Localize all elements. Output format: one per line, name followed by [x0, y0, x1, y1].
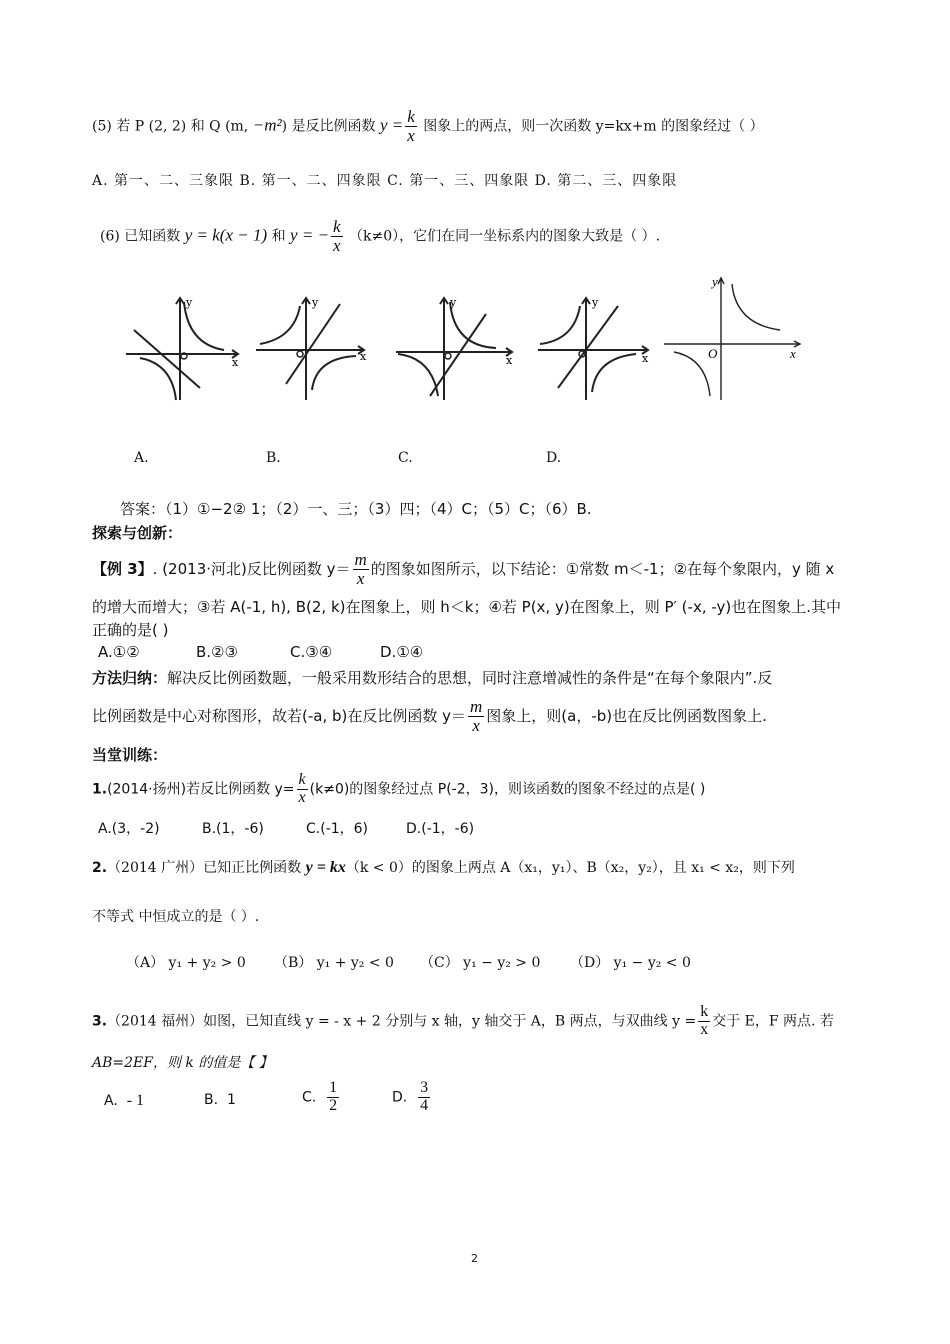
p3-opt-c: C. $\frac{1}{2}$	[302, 1079, 338, 1114]
p3-num: 3.	[92, 1013, 108, 1030]
practice-title: 当堂训练：	[92, 746, 168, 764]
q6-line	[100, 218, 660, 255]
graph-c-y-label: y	[450, 296, 457, 309]
ex3-fig-origin: O	[708, 346, 718, 361]
method-l2a: 比例函数是中心对称图形，故若(-a, b)在反比例函数 y＝	[92, 706, 467, 725]
p3-opt-b: B. 1	[204, 1092, 236, 1108]
graph-b	[250, 292, 380, 404]
p2-opt-b: （B） y₁ + y₂ < 0	[274, 955, 394, 971]
p1-opt-d: D.(-1，-6)	[406, 821, 475, 837]
explore-title: 探索与创新：	[92, 524, 183, 542]
ex3-line1	[92, 551, 834, 588]
graph-a-x-label: x	[232, 356, 239, 369]
p2-b: （k < 0）的图象上两点 A（x₁，y₁）、B（x₂，y₂），且 x₁ < x₂，则下列	[345, 860, 795, 876]
q6-post: （k≠0），它们在同一坐标系内的图象大致是（ ）.	[349, 228, 661, 245]
graph-c-x-label: x	[506, 354, 513, 367]
p1-line	[92, 772, 705, 807]
graph-label-d: D.	[546, 450, 562, 466]
method-line2	[92, 698, 767, 735]
method-fraction: $\frac{m}{x}$	[470, 697, 483, 735]
answers: 答案：（1）①−2② 1；（2）一、三；（3）四；（4）C；（5）C；（6）B.	[120, 500, 592, 518]
p1-fraction: $\frac{k}{x}$	[298, 771, 306, 806]
ex3-fraction: $\frac{m}{x}$	[354, 550, 367, 588]
p2-line2: 不等式 中恒成立的是（ ）.	[92, 909, 260, 925]
p1-a: (2014·扬州)若反比例函数 y=	[107, 781, 295, 798]
p1-num: 1.	[92, 781, 108, 798]
p1-b: (k≠0)的图象经过点 P(-2，3)，则该函数的图象不经过的点是( )	[309, 781, 706, 798]
q6-and: 和	[271, 228, 286, 245]
p3-opt-a: A. - 1	[104, 1092, 145, 1109]
ex3-tag: 【例 3】	[92, 559, 153, 578]
method-l1: 解决反比例函数题，一般采用数形结合的思想，同时注意增减性的条件是“在每个象限内”.反	[167, 669, 773, 687]
p2-opt-d: （D） y₁ − y₂ < 0	[570, 955, 691, 971]
p3-fraction: $\frac{k}{x}$	[700, 1003, 709, 1038]
p2-opt-c: （C） y₁ − y₂ > 0	[420, 955, 541, 971]
p3-b: 交于 E，F 两点. 若	[712, 1013, 834, 1030]
q6-expr2: y = −	[290, 225, 330, 245]
q5-fraction: $\frac{k}{x}$	[407, 107, 415, 145]
p3-line2: AB=2EF，则 k 的值是【 】	[92, 1055, 273, 1071]
q6-pre: (6) 已知函数	[100, 228, 181, 245]
q5-qexpr: −m²	[252, 115, 282, 135]
method-line1	[92, 667, 772, 688]
graph-d	[532, 292, 658, 404]
p2-a: （2014 广州）已知正比例函数	[107, 860, 302, 876]
p3-line1	[92, 1004, 834, 1039]
ex3-opt-c: C.③④	[290, 643, 333, 661]
graph-a-y-label: y	[186, 296, 193, 309]
ex3-opt-d: D.①④	[380, 643, 424, 661]
p3-opt-d: D. $\frac{3}{4}$	[392, 1079, 429, 1114]
q5-mid: ) 是反比例函数	[281, 118, 376, 135]
p2-num: 2.	[92, 860, 108, 876]
example3-figure	[660, 272, 810, 404]
q5-line	[92, 108, 764, 145]
q6-fraction: $\frac{k}{x}$	[333, 217, 341, 255]
p2-line1	[92, 857, 795, 877]
method-title: 方法归纳：	[92, 669, 168, 687]
p1-opt-b: B.(1，-6)	[202, 821, 264, 837]
ex3-opt-a: A.①②	[98, 643, 140, 661]
graph-c	[392, 292, 522, 404]
p1-opt-a: A.(3，-2)	[98, 821, 160, 837]
method-l2b: 图象上，则(a，-b)也在反比例函数图象上.	[486, 706, 767, 725]
graph-d-x-label: x	[642, 352, 649, 365]
p3-a: （2014 福州）如图，已知直线 y = - x + 2 分别与 x 轴，y 轴交于 A，B 两点，与双曲线 y =	[107, 1013, 697, 1030]
q5-yeq: y =	[379, 115, 404, 135]
p2-expr: y = kx	[305, 859, 346, 876]
q5-options: A. 第一、二、三象限 B. 第一、二、四象限 C. 第一、三、四象限 D. 第二、三、四象限	[92, 173, 678, 189]
ex3-line2: 的增大而增大；③若 A(-1, h), B(2, k)在图象上，则 h＜k；④若 P(x, y)在图象上，则 P′ (-x, -y)也在图象上.其中	[92, 598, 842, 616]
q6-expr1: y = k(x − 1)	[184, 225, 268, 245]
graph-label-b: B.	[266, 450, 281, 466]
graph-label-a: A.	[134, 450, 149, 466]
ex3-fig-x-label: x	[790, 346, 796, 361]
q5-pre: (5) 若 P (2, 2) 和 Q (m,	[92, 118, 253, 135]
page-number: 2	[471, 1252, 478, 1265]
p1-opt-c: C.(-1，6)	[306, 821, 369, 837]
ex3-l1a: . (2013·河北)反比例函数 y＝	[152, 559, 351, 578]
q5-post: 图象上的两点，则一次函数 y=kx+m 的图象经过（ ）	[423, 118, 764, 135]
ex3-opt-b: B.②③	[196, 643, 238, 661]
graph-a	[120, 292, 250, 404]
graph-b-y-label: y	[312, 296, 319, 309]
ex3-line3: 正确的是( )	[92, 621, 169, 639]
graph-b-x-label: x	[360, 350, 367, 363]
p2-opt-a: （A） y₁ + y₂ > 0	[126, 955, 246, 971]
graph-d-y-label: y	[592, 296, 599, 309]
ex3-l1b: 的图象如图所示，以下结论：①常数 m＜-1；②在每个象限内，y 随 x	[370, 559, 835, 578]
graph-label-c: C.	[398, 450, 413, 466]
ex3-fig-y-label: y	[712, 274, 718, 289]
